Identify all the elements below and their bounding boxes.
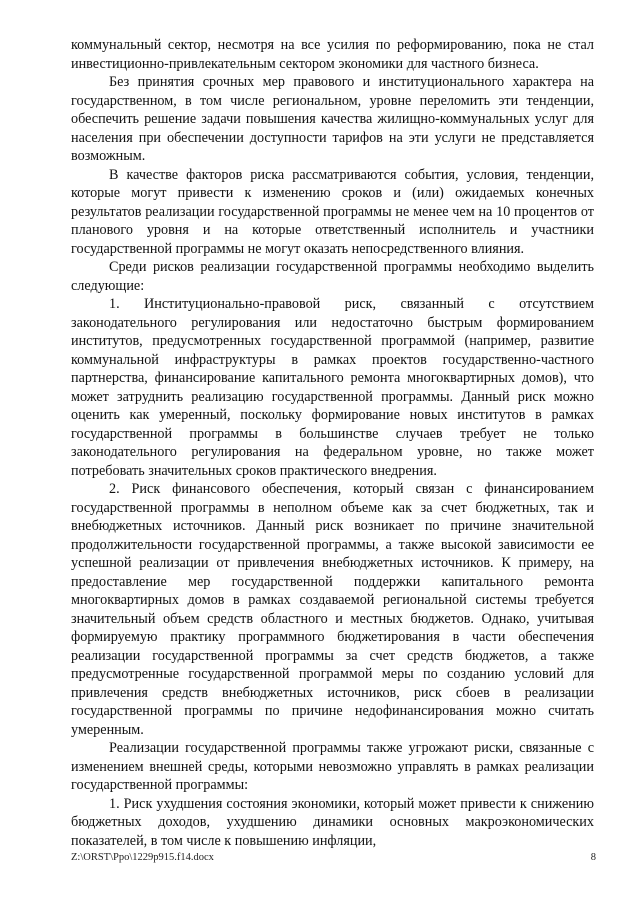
paragraph-measures: Без принятия срочных мер правового и институционального характера на государственном, в том числе региональном, уровне переломить эти тенденции, обеспечить решение задачи повышения качества жилищно-коммунальных услуг для населения при обеспечении доступности тарифов на эти услуги не представляется возможным.: [71, 74, 594, 164]
paragraph-financial-risk: 2. Риск финансового обеспечения, который связан с финансированием государственной программы в неполном объеме как за счет бюджетных, так и внебюджетных источников. Данный риск возникает по причине значительной продолжительности государственной программы, а также высокой зависимости ее успешной реализации от привлечения внебюджетных источников. К примеру, на предоставление мер государственной поддержки капитального ремонта многоквартирных домов в рамках создаваемой региональной системы требуется значительный объем средств областного и местных бюджетов. Однако, учитывая формируемую практику программного бюджетирования в части обеспечения реализации государственной программы за счет средств бюджетов, а также предусмотренные государственной программой меры по созданию условий для привлечения средств внебюджетных источников, риск сбоев в реализации государственной программы по причине недофинансирования можно считать умеренным.: [71, 481, 594, 738]
document-body: [71, 36, 594, 850]
page-number: 8: [590, 852, 596, 863]
paragraph-risk-factors: В качестве факторов риска рассматриваются события, условия, тенденции, которые могут привести к изменению сроков и (или) ожидаемых конечных результатов реализации государственной программы не менее чем на 10 процентов от планового уровня и на которые ответственный исполнитель и участники государственной программы не могут оказать непосредственного влияния.: [71, 166, 594, 257]
paragraph-economic-risk: 1. Риск ухудшения состояния экономики, который может привести к снижению бюджетных доходов, ухудшению динамики основных макроэкономических показателей, в том числе к повышению инфляции,: [71, 795, 594, 849]
paragraph-institutional-risk: 1. Институционально-правовой риск, связанный с отсутствием законодательного регулирования или недостаточно быстрым формированием институтов, предусмотренных государственной программой (например, развитие коммунальной инфраструктуры в рамках проектов государственно-частного партнерства, финансирование капитального ремонта многоквартирных домов), что может затруднить реализацию государственной программы. Данный риск можно оценить как умеренный, поскольку формирование новых институтов в рамках государственной программы в большинстве случаев требует не только законодательного регулирования на федеральном уровне, но также может потребовать значительных сроков практического внедрения.: [71, 296, 594, 479]
paragraph-continuation: коммунальный сектор, несмотря на все усилия по реформированию, пока не стал инвестиционно-привлекательным сектором экономики для частного бизнеса.: [71, 37, 594, 72]
paragraph-external-risks: Реализации государственной программы также угрожают риски, связанные с изменением внешней среды, которыми невозможно управлять в рамках реализации государственной программы:: [71, 740, 594, 793]
paragraph-risk-intro: Среди рисков реализации государственной программы необходимо выделить следующие:: [71, 259, 594, 294]
file-path: Z:\ORST\Ppo\1229p915.f14.docx: [71, 852, 214, 863]
